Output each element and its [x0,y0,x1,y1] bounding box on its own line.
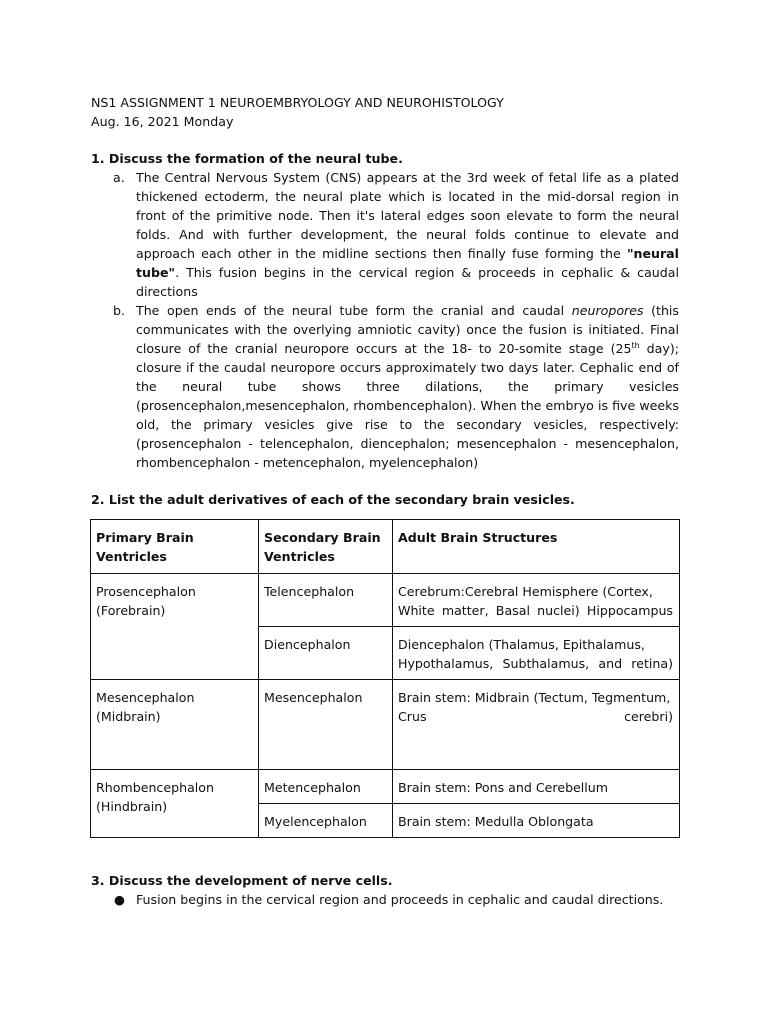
cell-secondary: Telencephalon [259,574,393,627]
cell-primary: Prosencephalon (Forebrain) [91,574,259,680]
answer-item-a [91,168,679,301]
answer-a-text-1: The Central Nervous System (CNS) appears at the 3rd week of fetal life as a plated thickened ectoderm, the neural plate which is located in the mid-dorsal region in front of the primitive node. Then it's lateral edges soon elevate to form the neural folds. And with further development, the neural folds continue to elevate and approach each other in the midline sections then finally fuse forming the [136,170,679,261]
cell-primary: Mesencephalon (Midbrain) [91,680,259,770]
bullet-text: Fusion begins in the cervical region and proceeds in cephalic and caudal directions. [136,892,664,907]
answer-b-italic-term: neuropores [571,303,644,318]
answer-b-text-2: (this communicates with the overlying amniotic cavity) once the fusion is initiated. Final closure of the cranial neuropore occurs at the 18- to 20-somite stage (25 [136,303,679,356]
cell-adult: Brain stem: Medulla Oblongata [393,804,680,838]
cell-adult: Diencephalon (Thalamus, Epithalamus, Hypothalamus, Subthalamus, and retina) [393,627,680,680]
bullet-icon: ● [114,892,125,907]
answer-b-text-1: The open ends of the neural tube form the cranial and caudal [136,303,572,318]
table-row [91,574,680,627]
list-marker-a: a. [113,170,125,185]
header-adult: Adult Brain Structures [393,520,680,574]
question-2-heading: 2. List the adult derivatives of each of the secondary brain vesicles. [91,492,575,507]
answer-b-text-3: day); closure if the caudal neuropore occurs approximately two days later. Cephalic end of the neural tube shows three dilations, the primary vesicles (prosencephalon,mesencephalon, rhombencephalon). When the embryo is five weeks old, the primary vesicles give rise to the secondary vesicles, respectively: (prosencephalon - telencephalon, diencephalon; mesencephalon - mesencephalon, rhombencephalon - metencephalon, myelencephalon) [136,341,680,470]
answer-a-bold-term: "neural tube" [136,246,679,280]
answer-b-superscript: th [631,340,640,350]
list-marker-b: b. [113,303,125,318]
document-date: Aug. 16, 2021 Monday [91,114,234,129]
document-title: NS1 ASSIGNMENT 1 NEUROEMBRYOLOGY AND NEUROHISTOLOGY [91,95,504,110]
header-primary: Primary Brain Ventricles [91,520,259,574]
answer-a-text-2: . This fusion begins in the cervical region & proceeds in cephalic & caudal directions [136,265,679,299]
cell-secondary: Diencephalon [259,627,393,680]
question-1-answer-list [91,168,679,472]
cell-primary: Rhombencephalon (Hindbrain) [91,770,259,838]
cell-adult: Brain stem: Midbrain (Tectum, Tegmentum, Crus cerebri) [393,680,680,770]
table-row [91,770,680,804]
list-item [91,890,679,909]
answer-item-b [91,301,679,472]
cell-secondary: Mesencephalon [259,680,393,770]
cell-secondary: Myelencephalon [259,804,393,838]
table-row [91,680,680,770]
cell-adult: Brain stem: Pons and Cerebellum [393,770,680,804]
question-3-heading: 3. Discuss the development of nerve cells. [91,873,393,888]
question-1-heading: 1. Discuss the formation of the neural tube. [91,151,403,166]
brain-vesicles-table [90,519,680,838]
document-page [91,93,679,909]
cell-adult: Cerebrum:Cerebral Hemisphere (Cortex, White matter, Basal nuclei) Hippocampus [393,574,680,627]
header-secondary: Secondary Brain Ventricles [259,520,393,574]
question-3-answer-list [91,890,679,909]
table-header-row [91,520,680,574]
cell-secondary: Metencephalon [259,770,393,804]
